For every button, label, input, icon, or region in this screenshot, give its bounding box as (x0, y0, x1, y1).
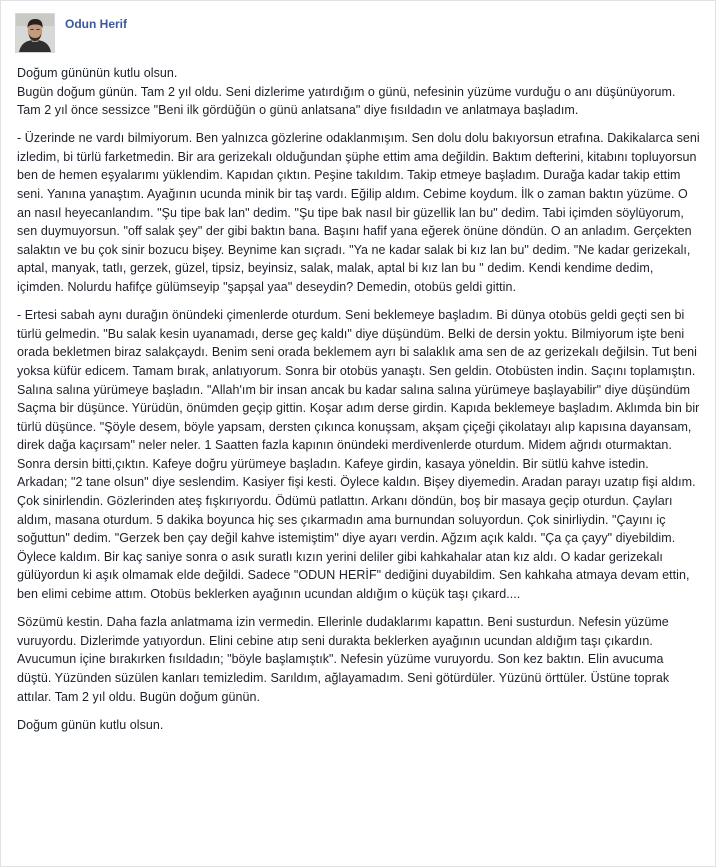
avatar[interactable] (15, 13, 55, 53)
post-paragraph: - Ertesi sabah aynı durağın önündeki çimenlerde oturdum. Seni beklemeye başladım. Bi dünya otobüs geldi geçti sen bi türlü gelmedin. "Bu salak kesin uyanamadı, derse geç kaldı" diye düşündüm. Belki de dersin yoktu. Bilmiyorum işte beni orada bekletmen biraz salakçaydı. Benim seni orada beklemem ayrı bi salaklık ama sen de az gerizekalı değilsin. Tut beni yoksa küfür edicem. Tamam bırak, anlatıyorum. Sonra bir otobüs yanaştı. Sen geldin. Otobüsten indin. Saçını toplamıştın. Salına salına yürümeye başladın. "Allah'ım bir insan ancak bu kadar salına salına yürümeye başlayabilir" diye düşündüm Saçma bir düşünce. Yürüdün, önümden geçip gittin. Koşar adım derse girdin. Kapıda beklemeye başladım. Aklımda bin bir türlü düşünce. "Şöyle desem, böyle yapsam, dersten çıkınca konuşsam, akşam çiçeği çikolatayı alıp kapısına dayansam, direk dağa kaçırsam" neler neler. 1 Saatten fazla kapının önündeki merdivenlerde oturdum. Midem ağrıdı oturmaktan. Sonra dersin bitti,çıktın. Kafeye doğru yürümeye başladın. Kafeye girdin, kasaya yöneldin. Bir sütlü kahve istedin. Arkadan; "2 tane olsun" diye seslendim. Kasiyer fişi kesti. Öylece kaldın. Bişey diyemedin. Aradan parayı uzatıp fişi aldım. Çok sinirlendin. Gözlerinden ateş fışkırıyordu. Ödümü patlattın. Arkanı döndün, boş bir masaya geçip oturdun. Çayları aldım, masana oturdum. 5 dakika boyunca hiç ses çıkarmadın ama burnundan soluyordun. Çok sinirliydin. "Çayını iç soğuttun" dedim. "Gerzek ben çay değil kahve istemiştim" diye ayarı verdin. Ağzım açık kaldı. "Ça ça çayy" diyebildim. Öylece kaldım. Bir kaç saniye sonra o asık suratlı kızın yerini deliler gibi kahkahalar atan kız aldı. O kadar gerizekalı gülüyordun ki aşık olmamak elde değildi. Sadece "ODUN HERİF" dediğini duyabildim. Sen kahkaha atmaya devam ettin, ben elimi cebime attım. Otobüs beklerken ayağının ucundan aldığım o küçük taşı çıkard.... (17, 308, 700, 602)
author-name-link[interactable]: Odun Herif (65, 17, 127, 31)
post-body (17, 64, 701, 744)
post-header (15, 13, 127, 55)
post-paragraph: Sözümü kestin. Daha fazla anlatmama izin vermedin. Ellerinle dudaklarımı kapattın. Beni susturdun. Nefesin yüzüme vuruyordu. Dizlerimde yatıyordun. Elini cebine atıp seni durakta beklerken ayağının ucundan aldığım taşı çıkardın. Avucumun içine bırakırken fısıldadın; "böyle başlamıştık". Nefesin yüzüme vuruyordu. Son kez baktın. Elin avucuma düştü. Yüzünden süzülen kanları temizledim. Sarıldım, ağlayamadım. Seni götürdüler. Yüzünü örttüler. Üstüne toprak attılar. Tam 2 yıl oldu. Bugün doğum günün. (17, 615, 670, 704)
post-paragraph: - Üzerinde ne vardı bilmiyorum. Ben yalnızca gözlerine odaklanmışım. Sen dolu dolu bakıyorsun etrafına. Dakikalarca seni izledim, bi türlü farketmedin. Bir ara gerizekalı olduğundan şüphe ettim ama değildin. Baktım defterini, kitabını topluyorsun ben de hemen eşyalarımı yüklendim. Kapıdan çıktın. Peşine takıldım. Takip etmeye başladım. Durağa kadar takip ettim seni. Yanına yanaştım. Ayağının ucunda minik bir taş vardı. Eğilip aldım. Cebime koydum. İlk o zaman baktın yüzüme. O an nasıl heyecanlandım. "Şu tipe bak lan" dedim. "Şu tipe bak nasıl bir güzellik lan bu" dedim. Tabi içimden söylüyorum, sen duymuyorsun. "off salak şey" der gibi baktın bana. Başını hafif yana eğerek önüne döndün. O an anladım. Gerçekten salaktın ve bu çok sinir bozucu bişey. Beynime kan sıçradı. "Ya ne kadar salak bi kız lan bu" dedim. "Ne kadar gerizekalı, aptal, manyak, tatlı, gerzek, güzel, tipsiz, beyinsiz, salak, malak, aptal bi kız lan bu " dedim. Kendi kendime dedim, içimden. Nolurdu hafifçe gülümseyip "şapşal yaa" deseydin? Demedin, otobüs geldi gittin. (17, 131, 700, 295)
profile-photo-icon (16, 14, 54, 52)
post-paragraph: Doğum günün kutlu olsun. (17, 717, 164, 732)
post-paragraph: Doğum gününün kutlu olsun. Bugün doğum günün. Tam 2 yıl oldu. Seni dizlerime yatırdığım o günü, nefesinin yüzüme vurduğu o anı düşünüyorum. Tam 2 yıl önce sessizce "Beni ilk gördüğün o günü anlatsana" diye fısıldadın ve anlatmaya başladım. (17, 66, 676, 118)
